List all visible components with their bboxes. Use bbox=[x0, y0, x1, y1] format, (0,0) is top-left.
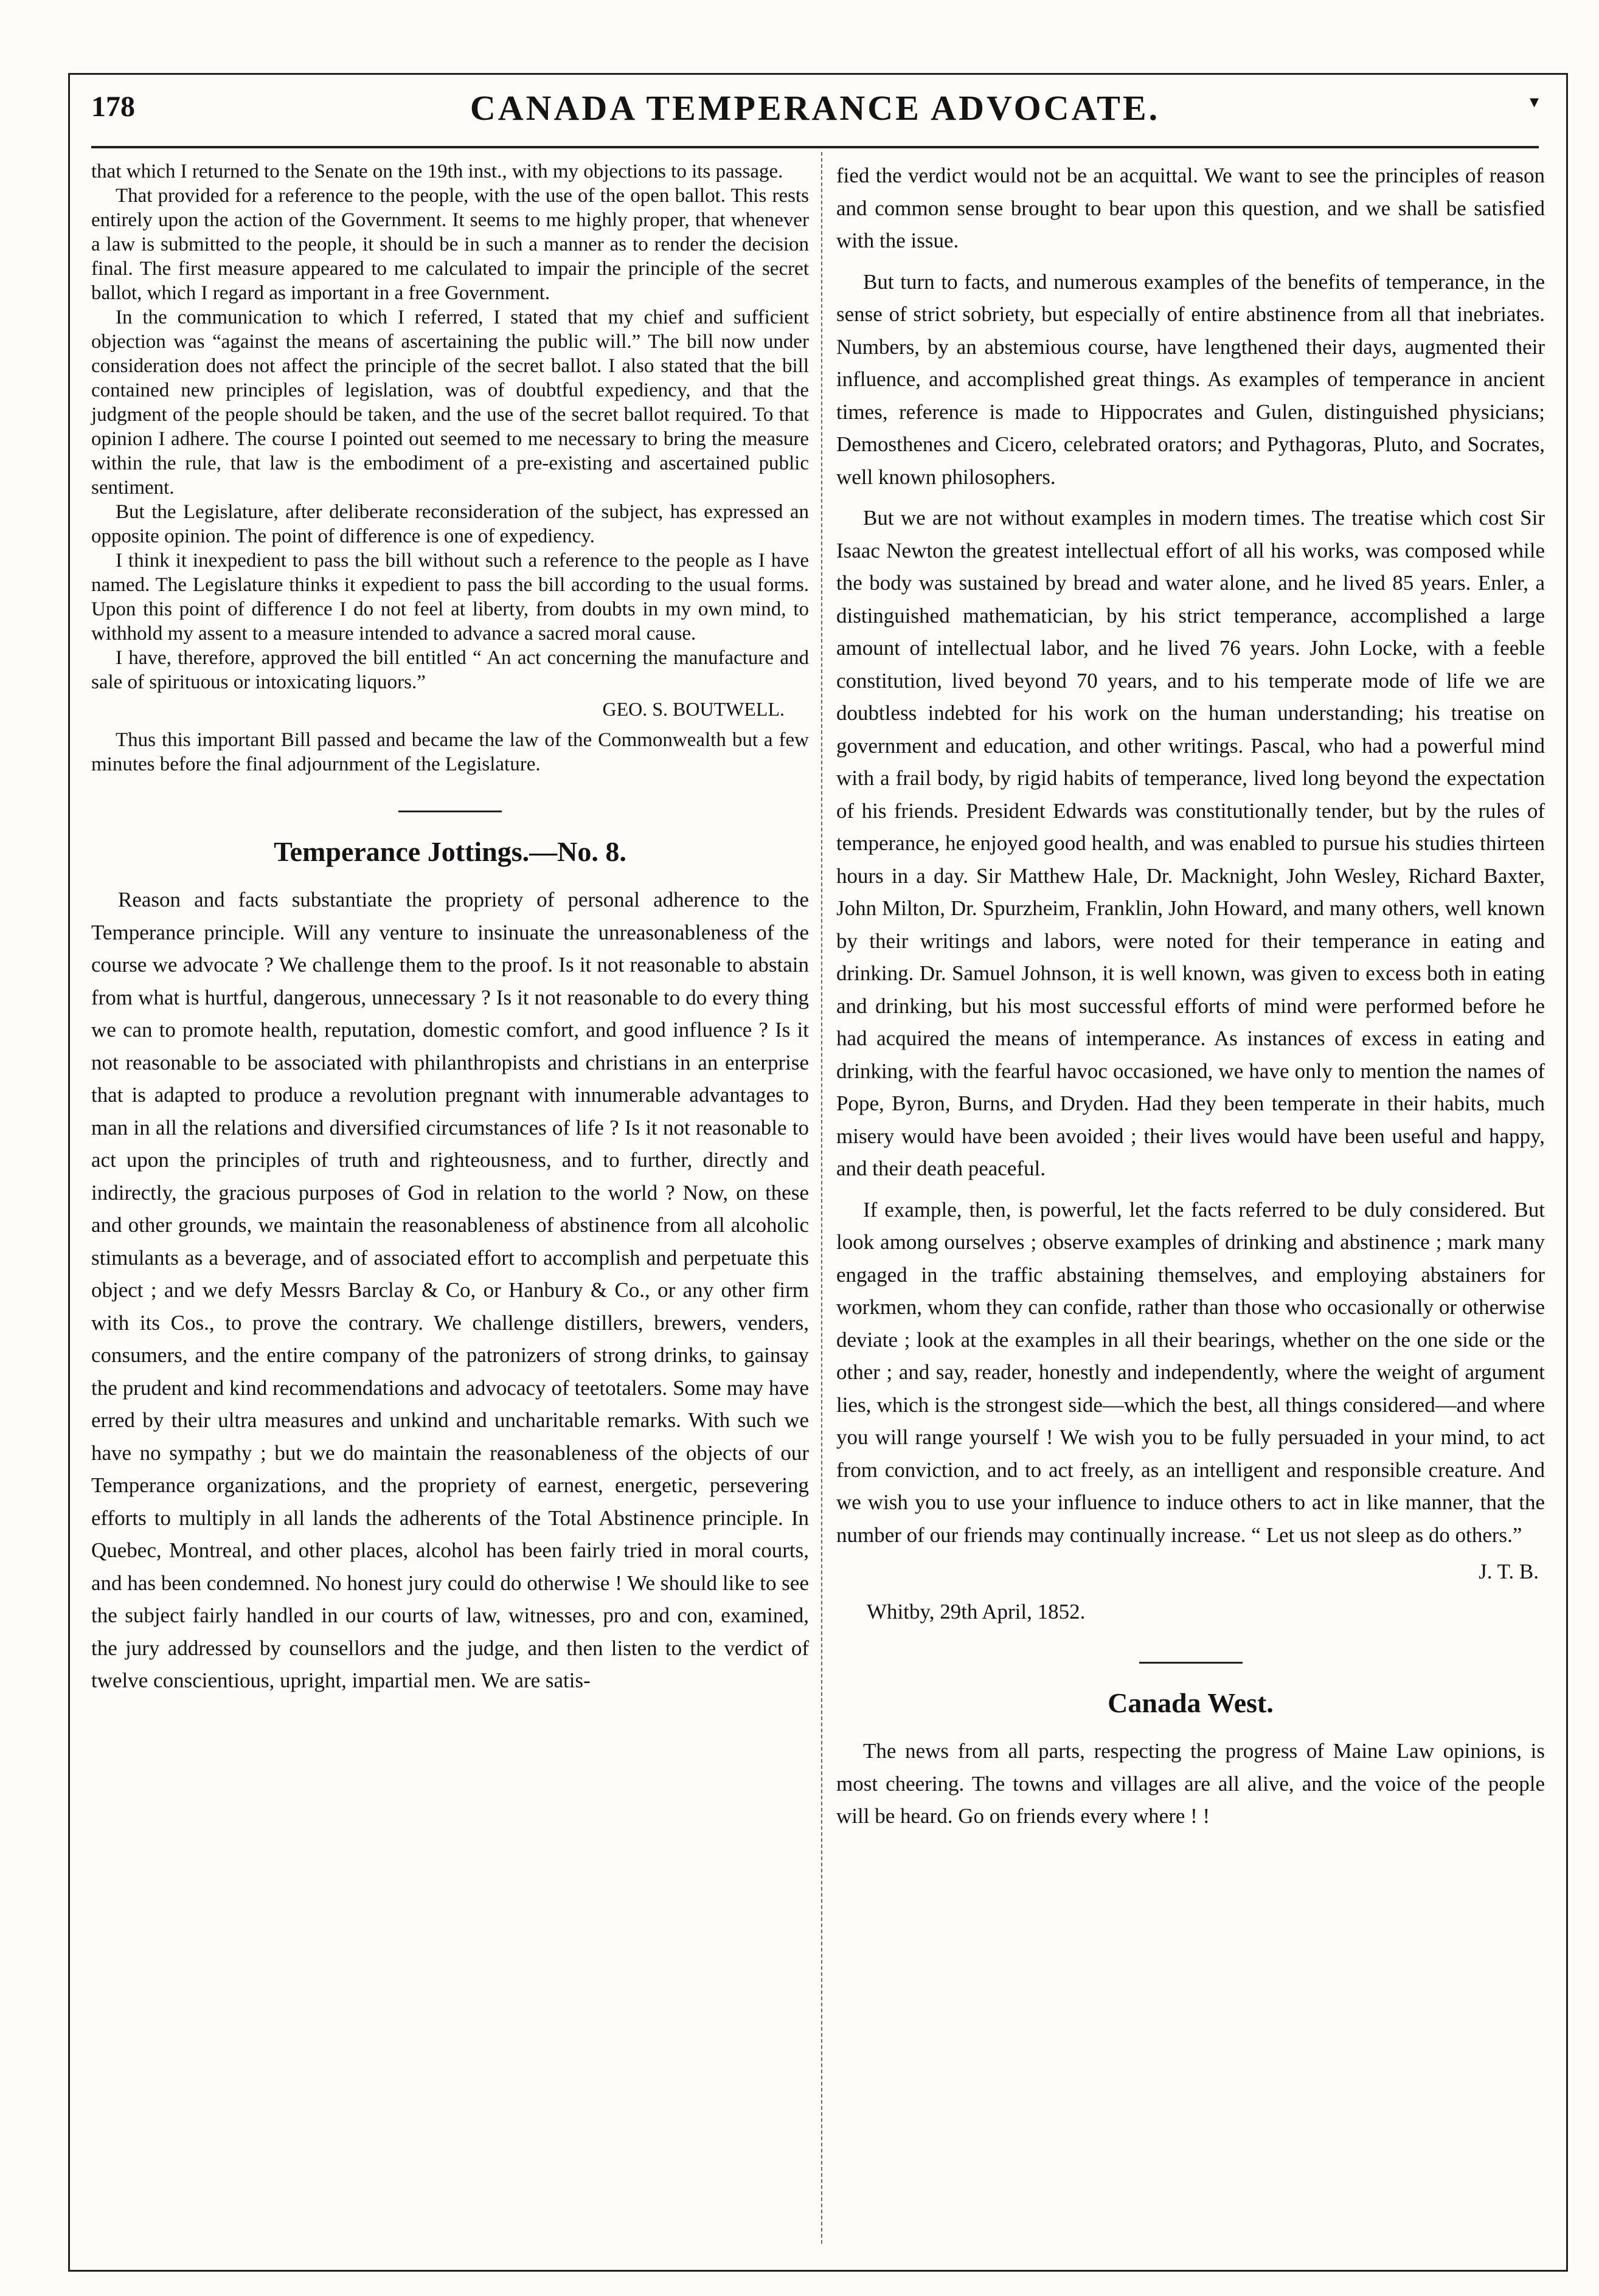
journal-title: CANADA TEMPERANCE ADVOCATE. bbox=[470, 88, 1160, 128]
letter-signature: GEO. S. BOUTWELL. bbox=[602, 698, 785, 720]
letter-paragraph: that which I returned to the Senate on the 19th inst., with my objections to its passage. bbox=[91, 161, 783, 182]
jottings-paragraph: fied the verdict would not be an acquittal. We want to see the principles of reason and common sense brought to bear upon this question, and we shall be satisfied with the issue. bbox=[836, 164, 1545, 252]
section-divider bbox=[1139, 1662, 1243, 1664]
jottings-heading: Temperance Jottings.—No. 8. bbox=[274, 836, 626, 867]
letter-section bbox=[91, 159, 809, 776]
canada-west-paragraph: The news from all parts, respecting the progress of Maine Law opinions, is most cheering. The towns and villages are all alive, and the voice of the people will be heard. Go on friends every where ! ! bbox=[836, 1739, 1545, 1828]
jottings-paragraph: Reason and facts substantiate the propriety of personal adherence to the Temperance principle. Will any venture to insinuate the unreasonableness of the course we advocate ? We challenge them to the proof. Is it not reasonable to abstain from what is hurtful, dangerous, unnecessary ? Is it not reasonable to do every thing we can to promote health, reputation, domestic comfort, and good influence ? Is it not reasonable to be associated with philanthropists and christians in an enterprise that is adapted to produce a revolution pregnant with innumerable advantages to man in all the relations and diversified circumstances of life ? Is it not reasonable to act upon the principles of truth and righteousness, and to further, directly and indirectly, the gracious purposes of God in relation to the world ? Now, on these and other grounds, we maintain the reasonableness of abstinence from all alcoholic stimulants as a beverage, and of associated effort to accomplish and perpetuate this object ; and we defy Messrs Barclay & Co, or Hanbury & Co., or any other firm with its Cos., to prove the contrary. We challenge distillers, brewers, venders, consumers, and the entire company of the patronizers of strong drinks, to gainsay the prudent and kind recommendations and advocacy of teetotalers. Some may have erred by their ultra measures and unkind and uncharitable remarks. With such we have no sympathy ; but we do maintain the reasonableness of the objects of our Temperance organizations, and the propriety of earnest, energetic, persevering efforts to multiply in all lands the adherents of the Total Abstinence principle. In Quebec, Montreal, and other places, alcohol has been fairly tried in moral courts, and has been condemned. No honest jury could do otherwise ! We should like to see the subject fairly handled in our courts of law, witnesses, pro and con, examined, the jury addressed by counsellors and the judge, and then listen to the verdict of twelve conscientious, upright, impartial men. We are satis- bbox=[91, 888, 809, 1692]
left-column bbox=[91, 159, 809, 1706]
jottings-right-text bbox=[836, 159, 1545, 1551]
canada-west-heading: Canada West. bbox=[1108, 1687, 1274, 1718]
jottings-paragraph: But we are not without examples in modern times. The treatise which cost Sir Isaac Newton the greatest intellectual effort of all his works, was composed while the body was sustained by bread and water alone, and he lived 85 years. Enler, a distinguished mathematician, by his strict temperance, accomplished a large amount of intellectual labor, and he lived 76 years. John Locke, with a feeble constitution, lived beyond 70 years, and to his temperate mode of life we are doubtless indebted for his work on the human understanding; his treatise on government and education, and other writings. Pascal, who had a powerful mind with a frail body, by rigid habits of temperance, lived long beyond the expectation of his friends. President Edwards was constitutionally tender, but by the rules of temperance, he enjoyed good health, and was enabled to pursue his studies thirteen hours in a day. Sir Matthew Hale, Dr. Macknight, John Wesley, Richard Baxter, John Milton, Dr. Spurzheim, Franklin, John Howard, and many others, well known by their writings and labors, were noted for their temperance in eating and drinking. Dr. Samuel Johnson, it is well known, was given to excess both in eating and drinking, but his most successful efforts of mind were performed before he had acquired the means of intemperance. As instances of excess in eating and drinking, with the fearful havoc occasioned, we have only to mention the names of Pope, Byron, Burns, and Dryden. Had they been temperate in their habits, much misery would have been avoided ; their lives would have been useful and happy, and their death peaceful. bbox=[836, 506, 1545, 1180]
letter-paragraph: In the communication to which I referred, I stated that my chief and sufficient objection was “against the means of ascertaining the public will.” The bill now under consideration does not affect the principle of the secret ballot. I also stated that the bill contained new principles of legislation, was of doubtful expediency, and that the judgment of the people should be taken, and the use of the secret ballot required. To that opinion I adhere. The course I pointed out seemed to me necessary to bring the measure within the rule, that law is the embodiment of a pre-existing and ascertained public sentiment. bbox=[91, 306, 809, 499]
page-header bbox=[91, 84, 1539, 139]
page-number: 178 bbox=[91, 91, 135, 123]
right-column bbox=[836, 159, 1545, 1841]
canada-west-text bbox=[836, 1735, 1545, 1833]
header-mark: ▾ bbox=[1529, 92, 1539, 112]
letter-closing: Thus this important Bill passed and became the law of the Commonwealth but a few minutes before the final adjournment of the Legislature. bbox=[91, 729, 809, 775]
jottings-attribution: J. T. B. bbox=[1479, 1560, 1539, 1583]
jottings-paragraph: But turn to facts, and numerous examples of the benefits of temperance, in the sense of strict sobriety, but especially of entire abstinence from all that inebriates. Numbers, by an abstemious course, have lengthened their days, augmented their influence, and accomplished great things. As examples of temperance in ancient times, reference is made to Hippocrates and Gulen, distinguished physicians; Demosthenes and Cicero, celebrated orators; and Pythagoras, Pluto, and Socrates, well known philosophers. bbox=[836, 269, 1545, 489]
letter-paragraph: I have, therefore, approved the bill entitled “ An act concerning the manufacture and sale of spirituous or intoxicating liquors.” bbox=[91, 647, 809, 693]
letter-paragraph: But the Legislature, after deliberate reconsideration of the subject, has expressed an opposite opinion. The point of difference is one of expediency. bbox=[91, 501, 809, 547]
jottings-dateline: Whitby, 29th April, 1852. bbox=[867, 1600, 1086, 1623]
header-rule bbox=[91, 146, 1539, 148]
jottings-paragraph: If example, then, is powerful, let the facts referred to be duly considered. But look among ourselves ; observe examples of drinking and abstinence ; mark many engaged in the traffic abstaining themselves, and employing abstainers for workmen, whom they can confide, rather than those who occasionally or otherwise deviate ; look at the examples in all their bearings, whether on the one side or the other ; and say, reader, honestly and independently, where the weight of argument lies, which is the strongest side—which the best, all things considered—and where you will range yourself ! We wish you to be fully persuaded in your mind, to act from conviction, and to act freely, as an intelligent and responsible creature. And we wish you to use your influence to induce others to act in like manner, that the number of our friends may continually increase. “ Let us not sleep as do others.” bbox=[836, 1197, 1545, 1547]
letter-paragraph: That provided for a reference to the people, with the use of the open ballot. This rests entirely upon the action of the Government. It seems to me highly proper, that whenever a law is submitted to the people, it should be in such a manner as to render the decision final. The first measure appeared to me calculated to impair the principle of the secret ballot, which I regard as important in a free Government. bbox=[91, 185, 809, 304]
jottings-left-text bbox=[91, 883, 809, 1697]
column-divider bbox=[821, 152, 822, 2244]
section-divider bbox=[398, 811, 502, 812]
letter-paragraph: I think it inexpedient to pass the bill without such a reference to the people as I have named. The Legislature thinks it expedient to pass the bill according to the usual forms. Upon this point of difference I do not feel at liberty, from doubts in my own mind, to withhold my assent to a measure intended to advance a sacred moral cause. bbox=[91, 550, 809, 645]
